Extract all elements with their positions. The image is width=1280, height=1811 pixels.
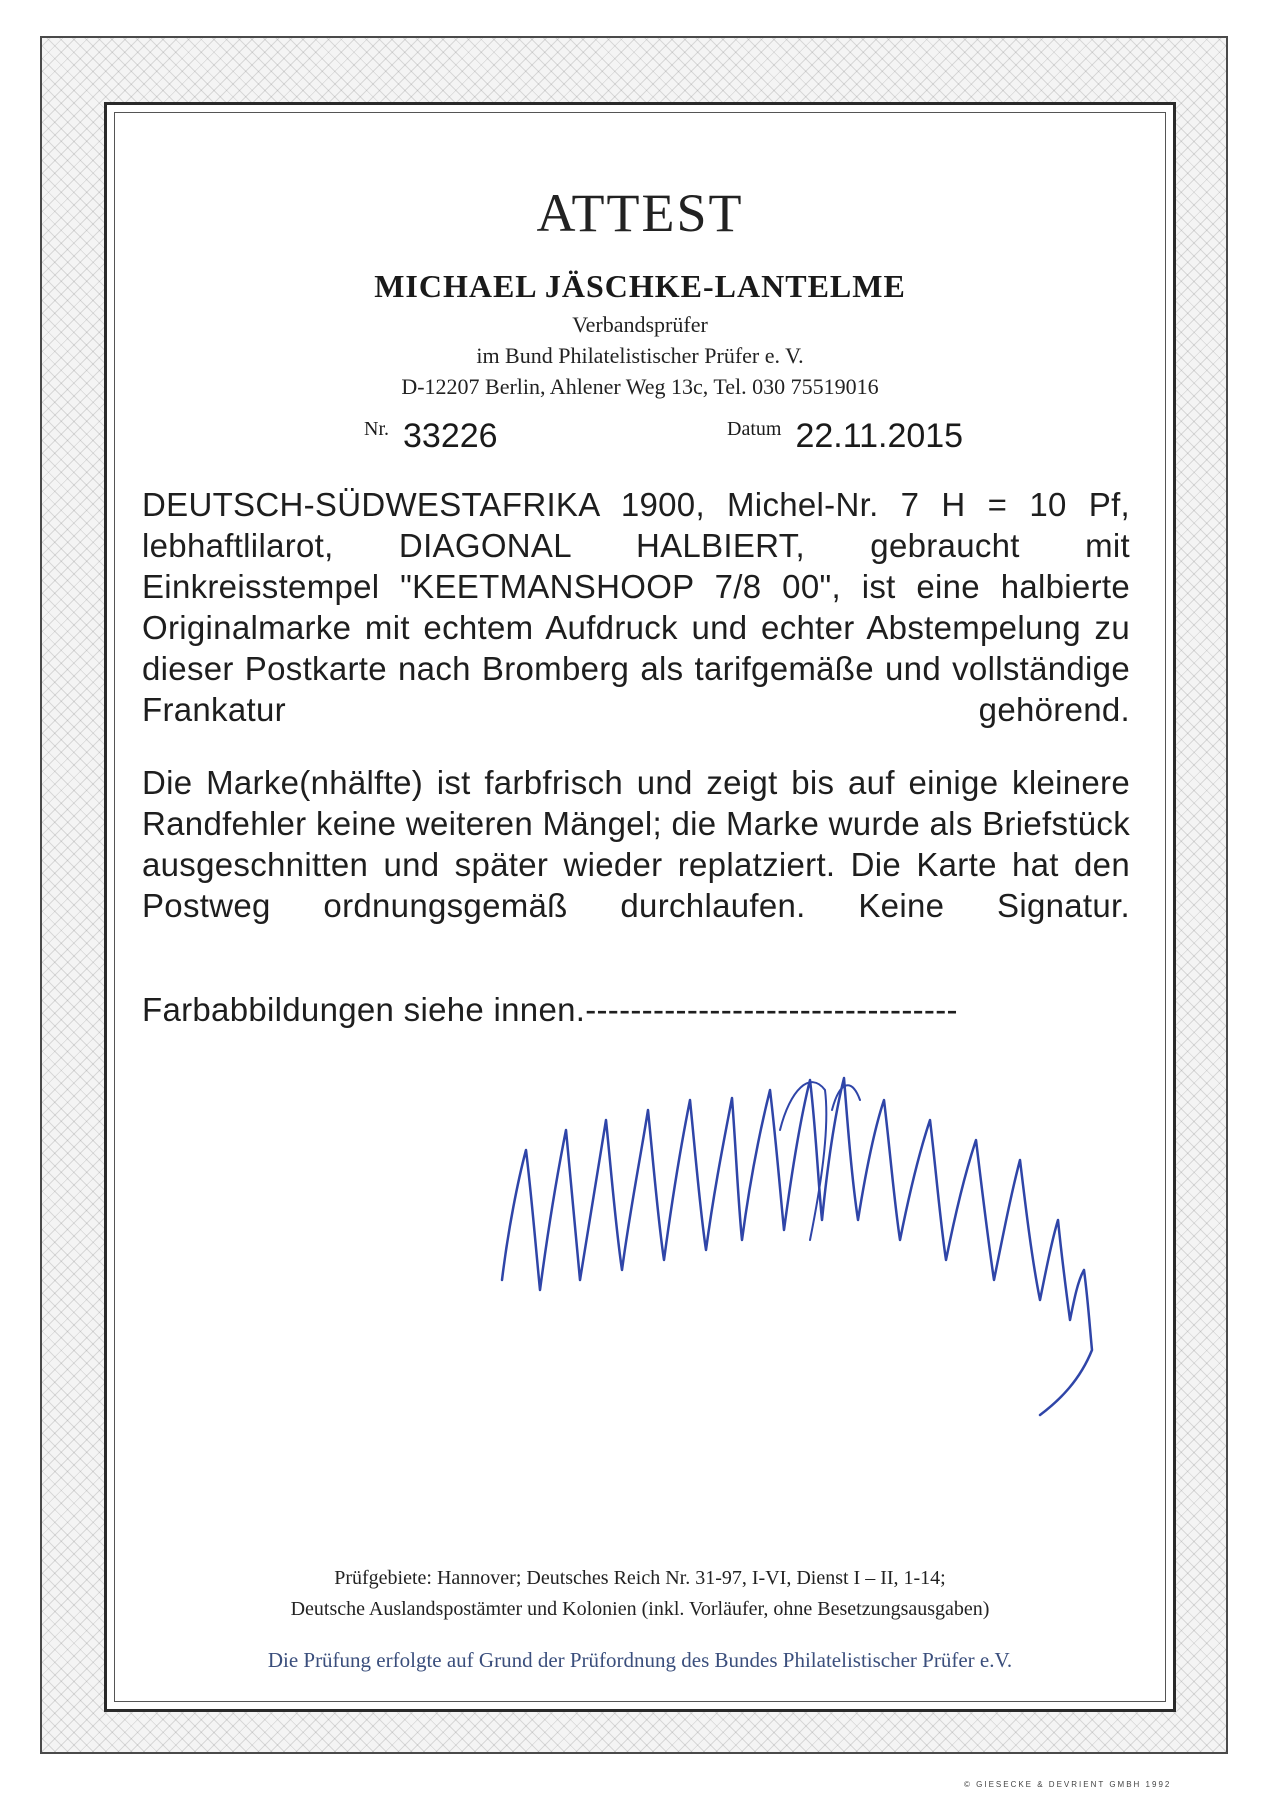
date-value: 22.11.2015 (795, 417, 964, 455)
examiner-name: MICHAEL JÄSCHKE-LANTELME (374, 268, 906, 304)
date-label: Datum (727, 418, 782, 440)
images-note: Farbabbildungen siehe innen.--------------------------------- (142, 991, 958, 1028)
handwritten-signature (480, 1070, 1180, 1430)
examination-areas-line1: Prüfgebiete: Hannover; Deutsches Reich Nr. 31-97, I-VI, Dienst I – II, 1-14; (334, 1567, 946, 1589)
examination-areas-line2: Deutsche Auslandspostämter und Kolonien (inkl. Vorläufer, ohne Besetzungsausgaben) (290, 1598, 990, 1620)
number-value: 33226 (403, 417, 498, 455)
examination-rules-note: Die Prüfung erfolgte auf Grund der Prüfordnung des Bundes Philatelistischer Prüfer e.V. (267, 1648, 1013, 1672)
examiner-association: im Bund Philatelistischer Prüfer e. V. (476, 343, 804, 368)
certificate-title: ATTEST (536, 183, 744, 243)
certificate-number (364, 417, 498, 456)
printer-mark: © GIESECKE & DEVRIENT GMBH 1992 (964, 1780, 1172, 1789)
examiner-address: D-12207 Berlin, Ahlener Weg 13c, Tel. 030 75519016 (401, 374, 879, 399)
number-label: Nr. (364, 418, 389, 440)
examiner-role: Verbandsprüfer (572, 312, 708, 337)
certificate-date (727, 417, 963, 456)
description-paragraph: DEUTSCH-SÜDWESTAFRIKA 1900, Michel-Nr. 7 H = 10 Pf, lebhaftlilarot, DIAGONAL HALBIERT, gebraucht mit Einkreisstempel "KEETMANSHOOP 7/8 00", ist eine halbierte Originalmarke mit echtem Aufdruck und echter Abstempelung zu dieser Postkarte nach Bromberg als tarifgemäße und vollständige Frankatur gehörend. (142, 486, 1130, 728)
condition-paragraph: Die Marke(nhälfte) ist farbfrisch und zeigt bis auf einige kleinere Randfehler keine weiteren Mängel; die Marke wurde als Briefstück ausgeschnitten und später wieder replatziert. Die Karte hat den Postweg ordnungsgemäß durchlaufen. Keine Signatur. (142, 764, 1130, 924)
